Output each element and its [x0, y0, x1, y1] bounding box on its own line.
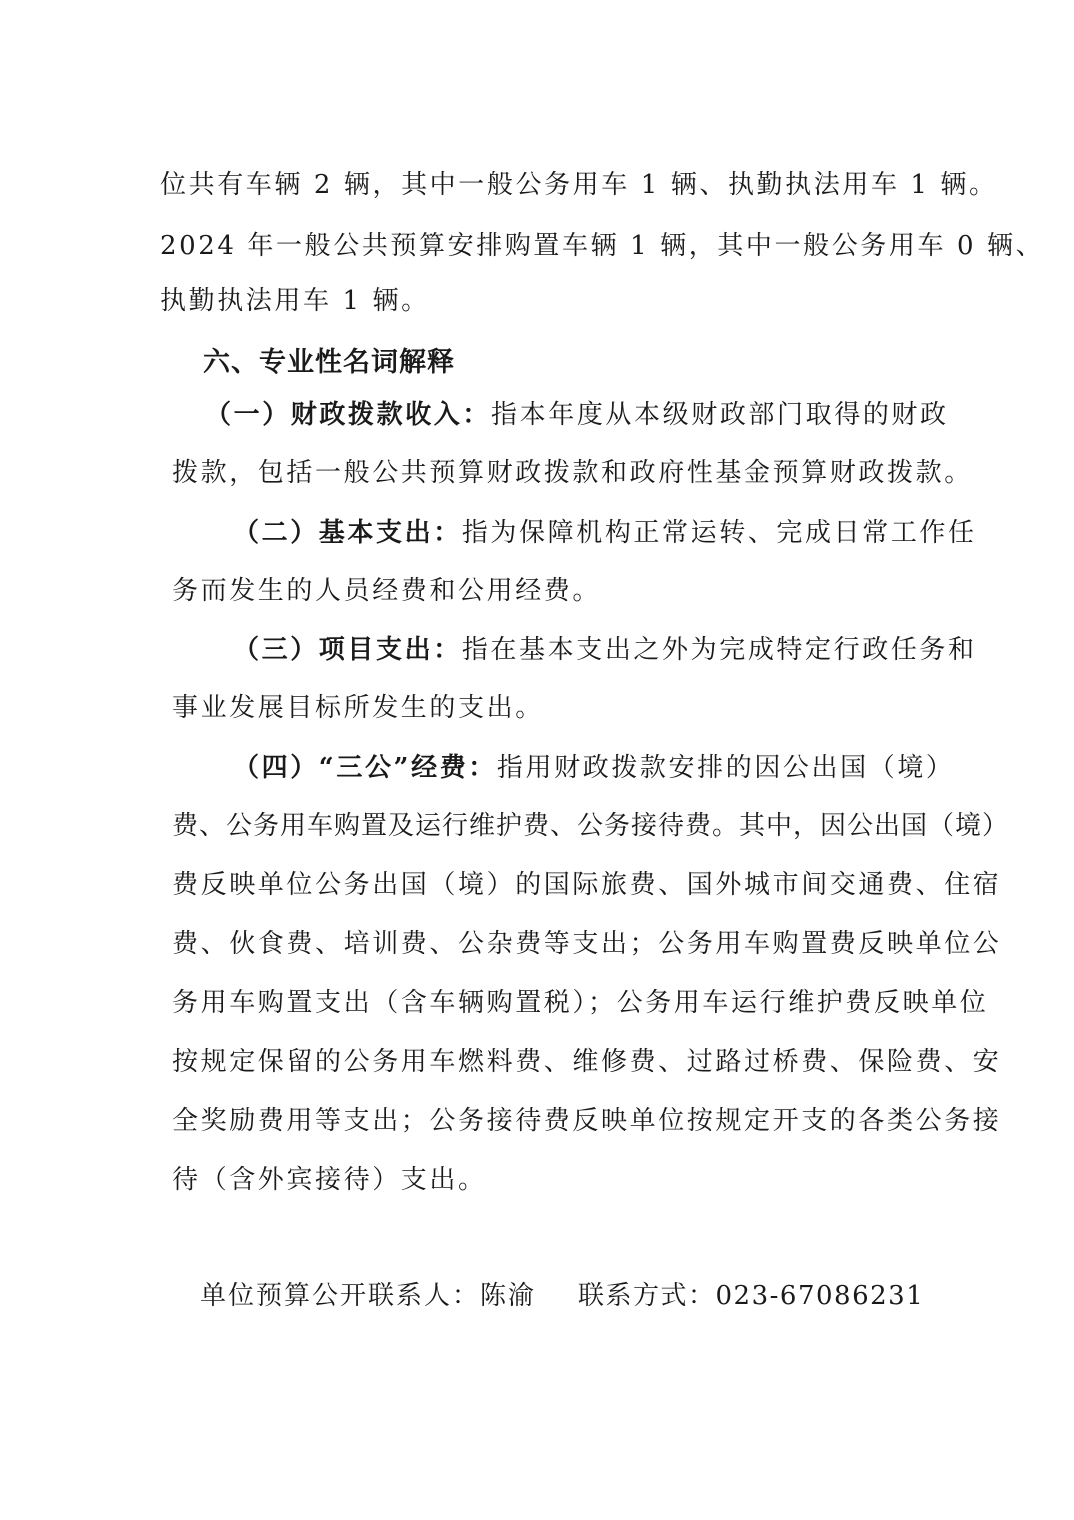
term-three-public-title: （四）“三公”经费：	[233, 753, 497, 783]
term-financial-appropriation-text: 指本年度从本级财政部门取得的财政	[491, 400, 949, 430]
term-project-expenditure-line-2: 事业发展目标所发生的支出。	[172, 693, 544, 723]
contact-person	[200, 1279, 536, 1313]
vehicles-line-2: 2024 年一般公共预算安排购置车辆 1 辆，其中一般公务用车 0 辆、	[160, 231, 1045, 261]
contact-person-name: 陈渝	[480, 1281, 537, 1311]
contact-person-label: 单位预算公开联系人：	[200, 1281, 481, 1311]
term-three-public-line-4: 费、伙食费、培训费、公杂费等支出；公务用车购置费反映单位公	[172, 929, 1002, 959]
contact-phone: 023-67086231	[715, 1281, 925, 1311]
contact-method	[578, 1279, 924, 1313]
term-project-expenditure-line-1	[233, 633, 977, 667]
contact-method-label: 联系方式：	[578, 1281, 716, 1311]
term-three-public-line-7: 全奖励费用等支出；公务接待费反映单位按规定开支的各类公务接	[172, 1106, 1002, 1136]
term-project-expenditure-text: 指在基本支出之外为完成特定行政任务和	[461, 635, 977, 665]
term-basic-expenditure-title: （二）基本支出：	[233, 518, 462, 548]
term-three-public-line-2: 费、公务用车购置及运行维护费、公务接待费。其中，因公出国（境）	[172, 811, 1010, 841]
term-three-public-line-3: 费反映单位公务出国（境）的国际旅费、国外城市间交通费、住宿	[172, 870, 1002, 900]
term-three-public-text: 指用财政拨款安排的因公出国（境）	[496, 753, 955, 783]
term-basic-expenditure-line-1	[233, 516, 977, 550]
term-financial-appropriation-line-1	[205, 398, 949, 432]
term-three-public-line-5: 务用车购置支出（含车辆购置税）；公务用车运行维护费反映单位	[172, 988, 989, 1018]
term-three-public-line-6: 按规定保留的公务用车燃料费、维修费、过路过桥费、保险费、安	[172, 1047, 1002, 1077]
term-three-public-line-1	[233, 751, 955, 785]
term-three-public-line-8: 待（含外宾接待）支出。	[172, 1165, 487, 1195]
term-financial-appropriation-line-2: 拨款，包括一般公共预算财政拨款和政府性基金预算财政拨款。	[172, 458, 973, 488]
vehicles-line-1: 位共有车辆 2 辆，其中一般公务用车 1 辆、执勤执法用车 1 辆。	[160, 170, 998, 200]
term-financial-appropriation-title: （一）财政拨款收入：	[205, 400, 492, 430]
term-basic-expenditure-text: 指为保障机构正常运转、完成日常工作任	[461, 518, 977, 548]
section-heading: 六、专业性名词解释	[203, 347, 455, 378]
term-basic-expenditure-line-2: 务而发生的人员经费和公用经费。	[172, 576, 602, 606]
term-project-expenditure-title: （三）项目支出：	[233, 635, 462, 665]
vehicles-line-3: 执勤执法用车 1 辆。	[160, 286, 430, 316]
